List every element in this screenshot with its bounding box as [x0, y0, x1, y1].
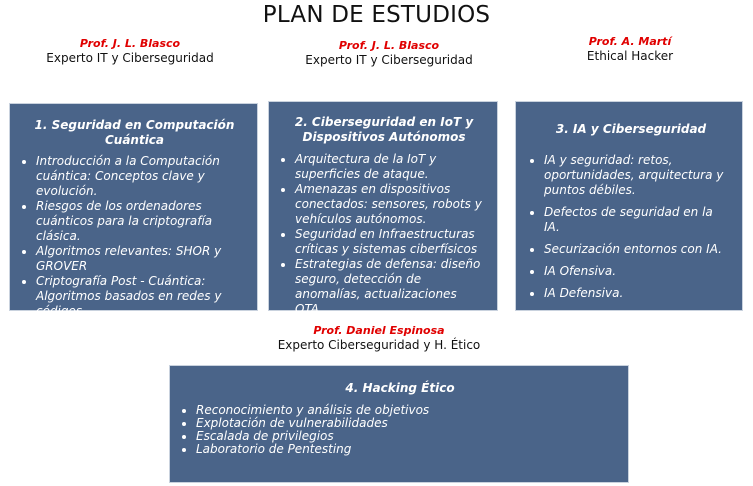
professor-3 [530, 35, 730, 63]
page-title: PLAN DE ESTUDIOS [262, 2, 491, 28]
list-item: • Introducción a la Computación cuántica: Conceptos clave y evolución. [36, 154, 247, 199]
module-3-list [530, 153, 732, 301]
professor-1 [30, 37, 230, 65]
module-2-title: 2. Ciberseguridad en IoT y Dispositivos Autónomos [294, 115, 474, 144]
professor-1-name: Prof. J. L. Blasco [79, 37, 181, 50]
professor-2 [289, 39, 489, 67]
list-item: • Seguridad en Infraestructuras críticas y sistemas ciberfísicos [295, 227, 487, 257]
list-item: • IA Defensiva. [544, 286, 732, 301]
list-item: • Laboratorio de Pentesting [196, 443, 618, 456]
professor-4-role: Experto Ciberseguridad y H. Ético [277, 338, 481, 352]
professor-2-name: Prof. J. L. Blasco [338, 39, 440, 52]
professor-3-name: Prof. A. Martí [588, 35, 672, 48]
list-item: • IA Ofensiva. [544, 264, 732, 279]
module-4-title: 4. Hacking Ético [345, 381, 455, 395]
module-4-list [182, 404, 618, 456]
professor-2-role: Experto IT y Ciberseguridad [305, 53, 473, 67]
list-item: • Estrategias de defensa: diseño seguro, detección de anomalías, actualizaciones OTA. [295, 257, 487, 317]
module-card-4 [169, 365, 629, 483]
list-item: • Criptografía Post - Cuántica: Algoritmos basados en redes y códigos [36, 274, 247, 319]
module-card-1 [9, 103, 258, 318]
professor-4 [229, 324, 529, 352]
list-item: • Reconocimiento y análisis de objetivos [196, 404, 618, 417]
module-2-list [281, 152, 487, 317]
list-item: • Arquitectura de la IoT y superficies de ataque. [295, 152, 487, 182]
list-item: • IA y seguridad: retos, oportunidades, arquitectura y puntos débiles. [544, 153, 732, 198]
professor-1-role: Experto IT y Ciberseguridad [46, 51, 214, 65]
list-item: • Explotación de vulnerabilidades [196, 417, 618, 430]
list-item: • Defectos de seguridad en la IA. [544, 205, 732, 235]
list-item: • Riesgos de los ordenadores cuánticos para la criptografía clásica. [36, 199, 247, 244]
list-item: • Securización entornos con IA. [544, 242, 732, 257]
module-1-title: 1. Seguridad en Computación Cuántica [34, 118, 235, 147]
list-item: • Amenazas en dispositivos conectados: sensores, robots y vehículos autónomos. [295, 182, 487, 227]
list-item: • Escalada de privilegios [196, 430, 618, 443]
professor-3-role: Ethical Hacker [586, 49, 674, 63]
professor-4-name: Prof. Daniel Espinosa [313, 324, 445, 337]
module-3-title: 3. IA y Ciberseguridad [555, 122, 707, 136]
module-card-3 [515, 101, 743, 311]
list-item: • Algoritmos relevantes: SHOR y GROVER [36, 244, 247, 274]
module-card-2 [268, 101, 498, 316]
module-1-list [22, 154, 247, 319]
